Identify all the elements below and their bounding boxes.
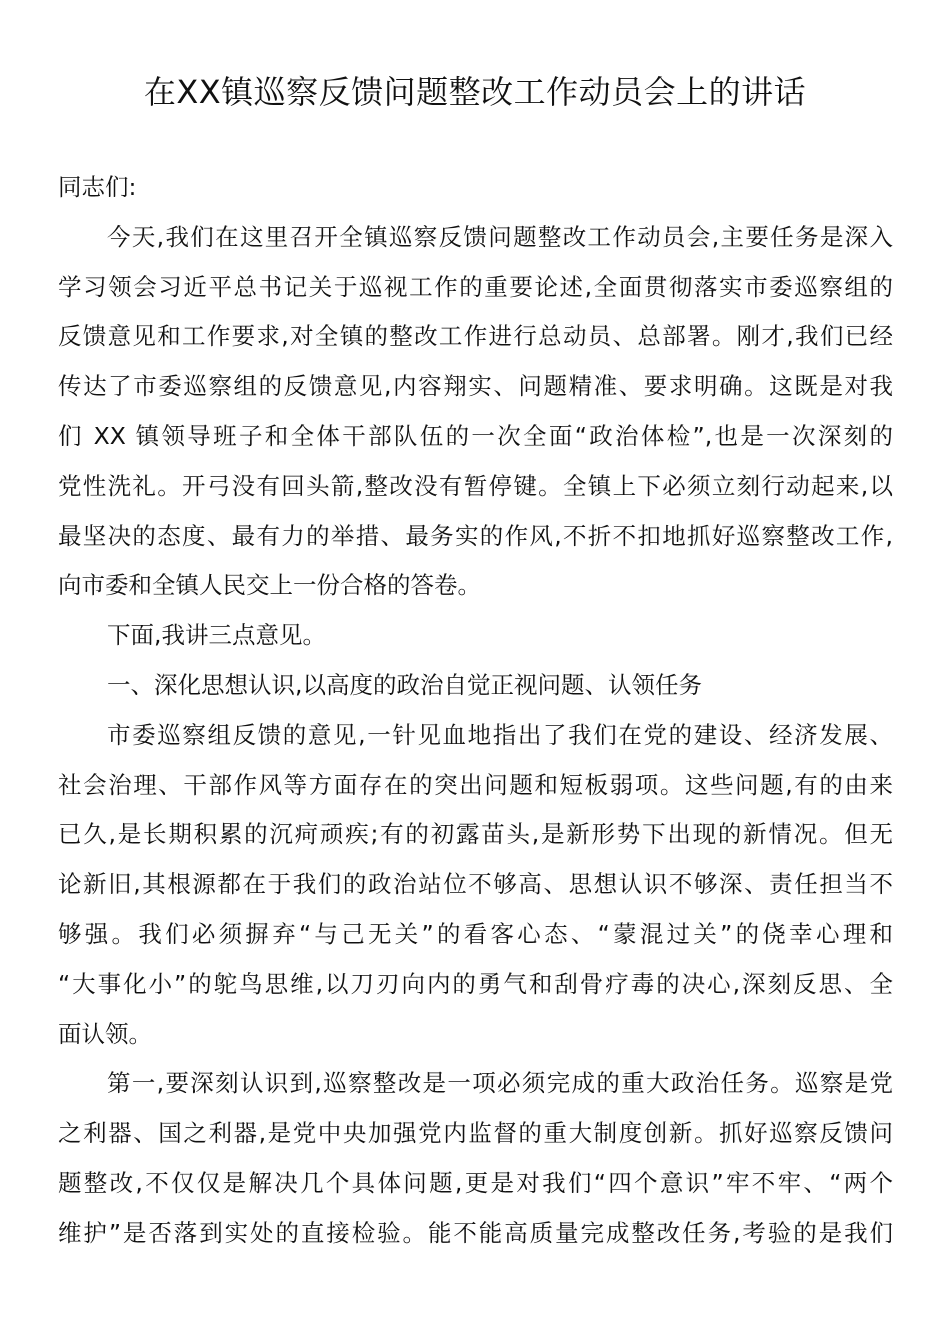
paragraph-line: 社会治理、干部作风等方面存在的突出问题和短板弱项。这些问题,有的由来 <box>58 770 893 799</box>
salutation: 同志们: <box>58 173 137 201</box>
paragraph-line: 学习领会习近平总书记关于巡视工作的重要论述,全面贯彻落实市委巡察组的 <box>58 272 893 301</box>
document-title: 在XX镇巡察反馈问题整改工作动员会上的讲话 <box>143 73 807 111</box>
paragraph-line: 今天,我们在这里召开全镇巡察反馈问题整改工作动员会,主要任务是深入 <box>107 222 893 251</box>
paragraph <box>58 213 893 611</box>
paragraph <box>58 661 893 711</box>
paragraph-line: 题整改,不仅仅是解决几个具体问题,更是对我们“四个意识”牢不牢、“两个 <box>58 1168 893 1197</box>
paragraph-line: 够强。我们必须摒弃“与己无关”的看客心态、“蒙混过关”的侥幸心理和 <box>58 919 893 948</box>
paragraph-line: 最坚决的态度、最有力的举措、最务实的作风,不折不扣地抓好巡察整改工作, <box>58 521 893 550</box>
paragraph-line: 论新旧,其根源都在于我们的政治站位不够高、思想认识不够深、责任担当不 <box>58 870 893 899</box>
paragraph-line: 反馈意见和工作要求,对全镇的整改工作进行总动员、总部署。刚才,我们已经 <box>58 322 893 351</box>
paragraph-line: 之利器、国之利器,是党中央加强党内监督的重大制度创新。抓好巡察反馈问 <box>58 1119 893 1148</box>
paragraph <box>58 711 893 1060</box>
paragraph-line: 维护”是否落到实处的直接检验。能不能高质量完成整改任务,考验的是我们 <box>58 1218 893 1247</box>
paragraph-line: 一、深化思想认识,以高度的政治自觉正视问题、认领任务 <box>107 670 702 699</box>
paragraph-line: 市委巡察组反馈的意见,一针见血地指出了我们在党的建设、经济发展、 <box>107 720 893 749</box>
paragraph-line: “大事化小”的鸵鸟思维,以刀刃向内的勇气和刮骨疗毒的决心,深刻反思、全 <box>58 969 893 998</box>
paragraph <box>58 1059 893 1258</box>
paragraph-line: 党性洗礼。开弓没有回头箭,整改没有暂停键。全镇上下必须立刻行动起来,以 <box>58 471 893 500</box>
paragraph <box>58 611 893 661</box>
paragraph-line: 已久,是长期积累的沉疴顽疾;有的初露苗头,是新形势下出现的新情况。但无 <box>58 820 893 849</box>
paragraph-line: 们 XX 镇领导班子和全体干部队伍的一次全面“政治体检”,也是一次深刻的 <box>58 421 893 450</box>
paragraph-line: 传达了市委巡察组的反馈意见,内容翔实、问题精准、要求明确。这既是对我 <box>58 372 893 401</box>
paragraph-line: 第一,要深刻认识到,巡察整改是一项必须完成的重大政治任务。巡察是党 <box>107 1069 893 1098</box>
document-body <box>58 163 893 1259</box>
paragraph-line: 面认领。 <box>58 1019 152 1048</box>
paragraph-line: 向市委和全镇人民交上一份合格的答卷。 <box>58 571 481 600</box>
paragraph-line: 下面,我讲三点意见。 <box>107 621 326 650</box>
